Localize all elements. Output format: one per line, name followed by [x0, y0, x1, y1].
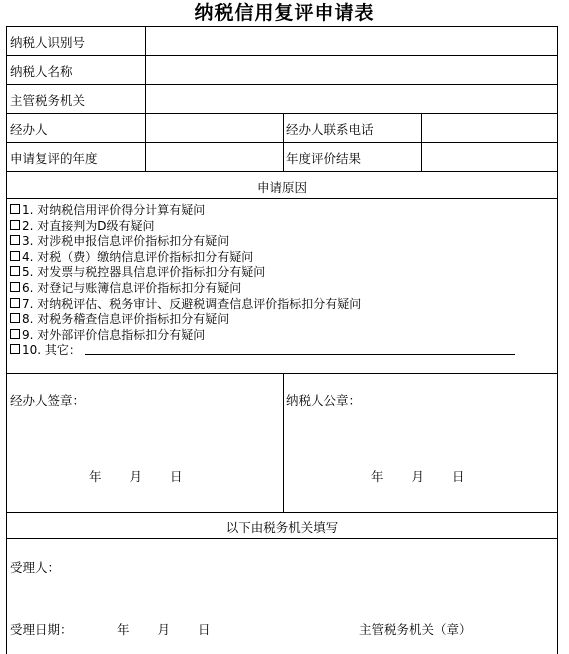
handler-phone-field[interactable]	[422, 114, 557, 142]
other-reason-input[interactable]	[85, 343, 515, 355]
day-label: 日	[169, 469, 183, 484]
other-reason-item[interactable]: 10. 其它：	[10, 343, 555, 359]
handler-field[interactable]	[146, 114, 283, 142]
annual-result-label: 年度评价结果	[286, 151, 362, 166]
checkbox[interactable]	[10, 329, 20, 339]
taxpayer-seal-label: 纳税人公章：	[286, 393, 362, 408]
taxpayer-id-label: 纳税人识别号	[10, 35, 86, 50]
handler-sign-date	[89, 467, 182, 485]
authority-header: 以下由税务机关填写	[225, 520, 339, 535]
reason-item[interactable]: 4. 对税（费）缴纳信息评价指标扣分有疑问	[10, 250, 555, 266]
handler-sign-label: 经办人签章：	[10, 393, 86, 408]
annual-result-field[interactable]	[422, 143, 557, 171]
checkbox[interactable]	[10, 266, 20, 276]
taxpayer-id-field[interactable]	[146, 28, 557, 55]
tax-authority-label: 主管税务机关	[10, 93, 86, 108]
checkbox[interactable]	[10, 251, 20, 261]
form-title: 纳税信用复评申请表	[194, 2, 375, 24]
checkbox[interactable]	[10, 235, 20, 245]
reason-item[interactable]: 3. 对涉税申报信息评价指标扣分有疑问	[10, 234, 555, 250]
month-label: 月	[157, 622, 170, 637]
day-label: 日	[197, 622, 211, 637]
handler-label: 经办人	[10, 122, 48, 137]
row-divider	[7, 198, 557, 199]
checkbox[interactable]	[10, 204, 20, 214]
row-divider	[7, 373, 557, 374]
taxpayer-name-field[interactable]	[146, 56, 557, 84]
reason-item[interactable]: 7. 对纳税评估、税务审计、反避税调查信息评价指标扣分有疑问	[10, 297, 555, 313]
year-label: 年	[89, 469, 102, 484]
checkbox[interactable]	[10, 313, 20, 323]
receive-date-value	[117, 620, 210, 638]
month-label: 月	[129, 469, 142, 484]
checkbox[interactable]	[10, 220, 20, 230]
month-label: 月	[411, 469, 424, 484]
reason-item[interactable]: 8. 对税务稽查信息评价指标扣分有疑问	[10, 312, 555, 328]
year-label: 年	[371, 469, 384, 484]
col-divider	[283, 113, 284, 171]
review-year-field[interactable]	[146, 143, 283, 171]
taxpayer-seal-date	[371, 467, 464, 485]
reasons-header: 申请原因	[256, 180, 307, 195]
checkbox[interactable]	[10, 282, 20, 292]
reason-item[interactable]: 2. 对直接判为D级有疑问	[10, 219, 555, 235]
receive-date-label: 受理日期：	[10, 622, 73, 637]
handler-phone-label: 经办人联系电话	[286, 122, 374, 137]
authority-seal-label: 主管税务机关（章）	[359, 622, 472, 637]
col-divider	[283, 373, 284, 512]
review-year-label: 申请复评的年度	[10, 151, 98, 166]
reason-item[interactable]: 1. 对纳税信用评价得分计算有疑问	[10, 203, 555, 219]
checkbox[interactable]	[10, 344, 20, 354]
reason-item[interactable]: 9. 对外部评价信息指标扣分有疑问	[10, 328, 555, 344]
reason-item[interactable]: 6. 对登记与账簿信息评价指标扣分有疑问	[10, 281, 555, 297]
taxpayer-name-label: 纳税人名称	[10, 64, 73, 79]
reasons-list	[10, 203, 555, 359]
day-label: 日	[451, 469, 465, 484]
checkbox[interactable]	[10, 298, 20, 308]
year-label: 年	[117, 622, 130, 637]
application-form-table	[6, 26, 558, 654]
receiver-label: 受理人：	[10, 560, 61, 575]
tax-authority-field[interactable]	[146, 85, 557, 113]
row-divider	[7, 538, 557, 539]
row-divider	[7, 171, 557, 172]
row-divider	[7, 512, 557, 513]
reason-item[interactable]: 5. 对发票与税控器具信息评价指标扣分有疑问	[10, 265, 555, 281]
